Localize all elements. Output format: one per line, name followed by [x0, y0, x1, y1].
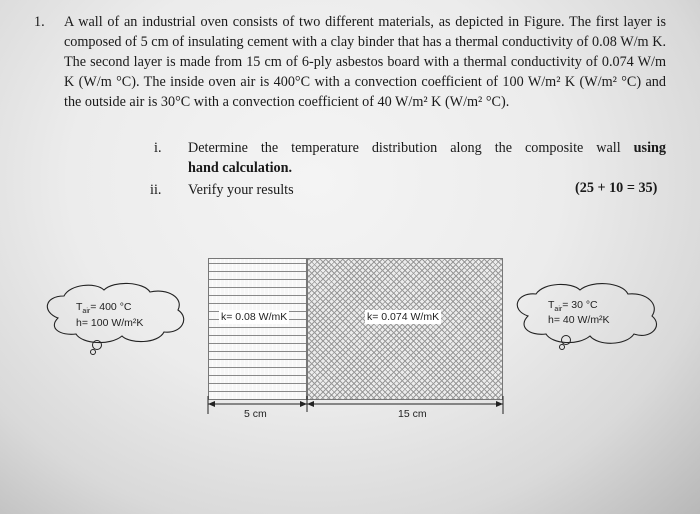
dimension-layer2: 15 cm: [398, 408, 427, 420]
dimension-layer1: 5 cm: [244, 408, 267, 420]
sub-question-i-period: .: [288, 160, 293, 176]
outside-air-bubble-large: [562, 336, 571, 345]
dim-arrow-right: [496, 401, 503, 407]
layer2-conductivity-label: k= 0.074 W/mK: [367, 311, 440, 323]
problem-text: A wall of an industrial oven consists of two different materials, as depicted in Figure. The first layer is composed of 5 cm of insulating cement with a clay binder that has a thermal conductivity of 0.08 W/m K. The second layer is made from 15 cm of 6-ply asbestos board with a thermal conductivity of 0.074 W/m K (W/m °C). The inside oven air is 400°C with a convection coefficient of 100 W/m² K (W/m² °C) and the outside air is 30°C with a convection coefficient of 40 W/m² K (W/m² °C).: [64, 14, 666, 110]
dim-arrow-left: [208, 401, 215, 407]
sub-question-i-number: i.: [154, 140, 162, 156]
sub-question-ii-number: ii.: [150, 182, 162, 198]
sub-question-ii-text: Verify your results: [188, 182, 294, 198]
dim-arrow-mid-right: [307, 401, 314, 407]
marks: (25 + 10 = 35): [575, 180, 658, 196]
inside-air-bubble-large: [93, 341, 102, 350]
layer1-conductivity-label: k= 0.08 W/mK: [221, 311, 288, 323]
sub-question-i-bold-hand-calc: hand calculation: [188, 160, 289, 176]
inside-air-temperature: $T_{air}= 400$ °C: [76, 301, 132, 316]
question-number: 1.: [34, 14, 45, 30]
inside-air-bubble-small: [91, 350, 96, 355]
sub-question-i-text: Determine the temperature distribution along the composite wall: [188, 140, 634, 156]
dim-arrow-mid-left: [300, 401, 307, 407]
inside-air-convection: h= 100 W/m²K: [76, 317, 144, 329]
outside-air-convection: h= 40 W/m²K: [548, 314, 610, 326]
sub-question-i-bold-using: using: [633, 140, 666, 156]
outside-air-bubble-small: [560, 345, 565, 350]
outside-air-temperature: $T_{air}= 30$ °C: [548, 299, 598, 314]
